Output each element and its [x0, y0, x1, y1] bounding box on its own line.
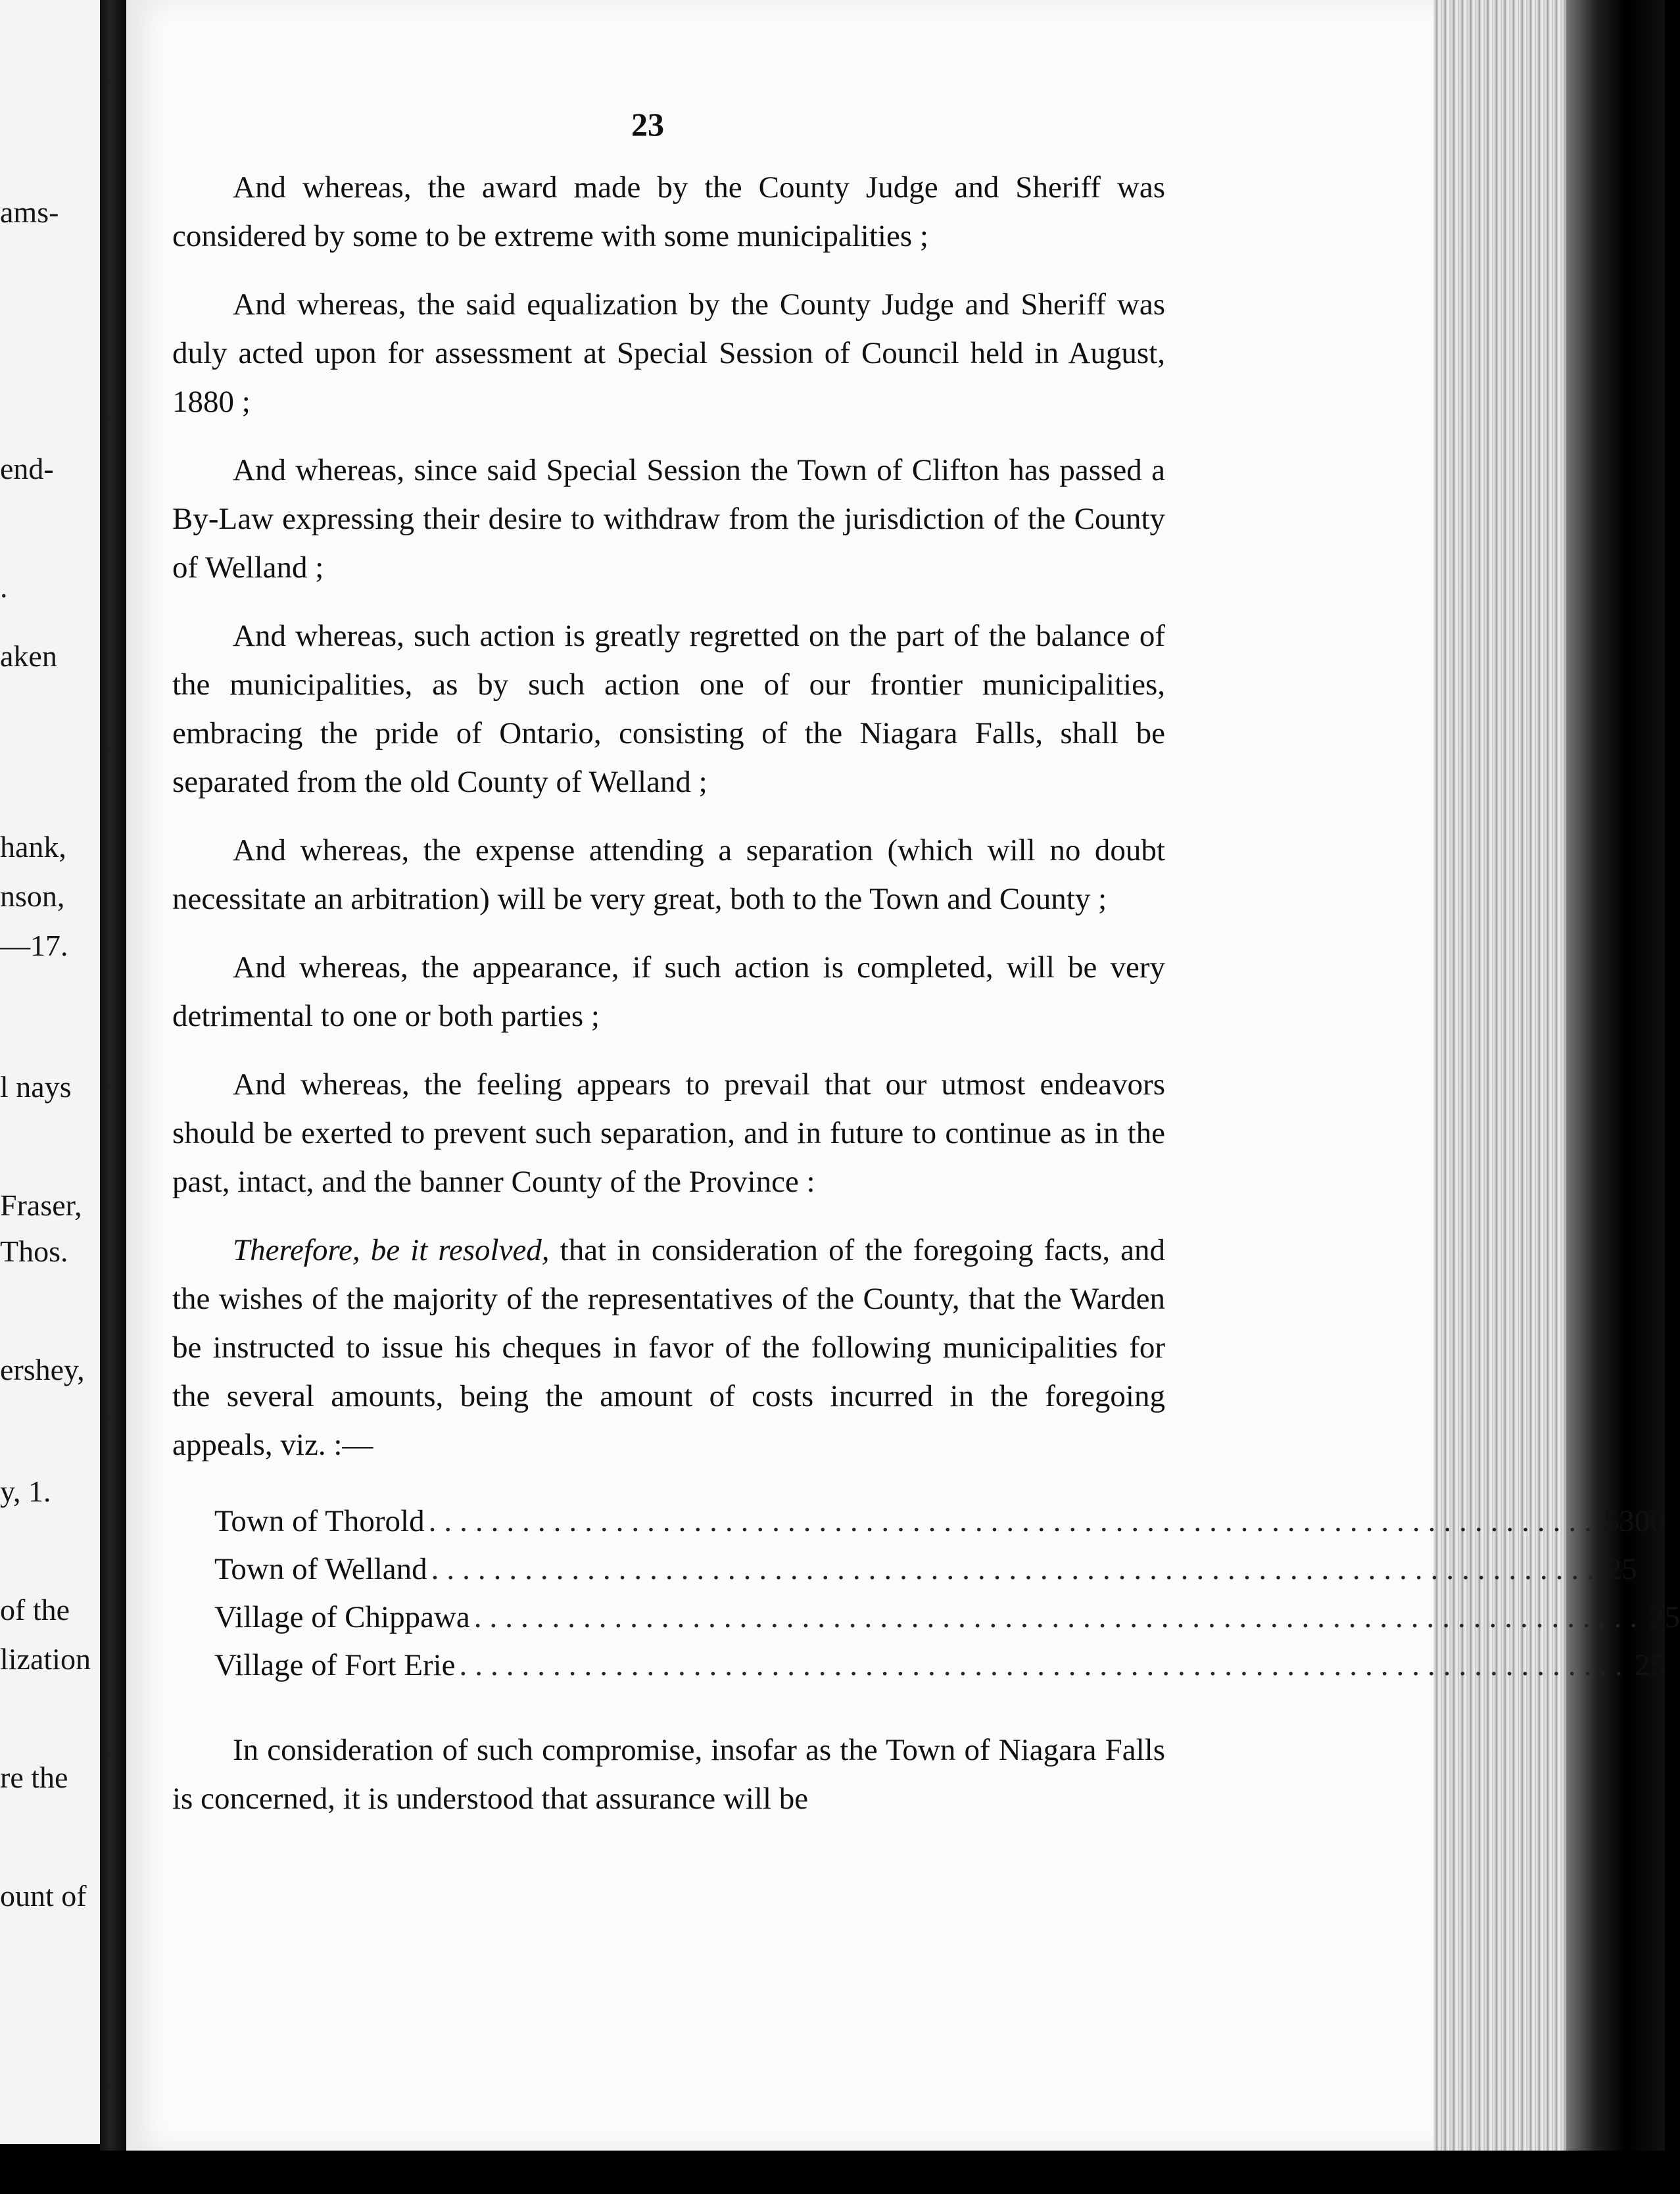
left-fragment: l nays	[0, 1070, 72, 1104]
amount-row	[214, 1497, 1666, 1545]
municipality-name: Town of Welland	[214, 1552, 427, 1586]
amount-value: $300	[1603, 1504, 1666, 1538]
left-fragment: aken	[0, 639, 57, 673]
left-fragment: lization	[0, 1642, 91, 1676]
paragraph: And whereas, the expense attending a separation (which will no doubt necessitate an arbitration) will be very great, both to the Town and County ;	[172, 833, 1165, 916]
dot-leader: ...........................................................................	[431, 1552, 1602, 1586]
dot-leader: ...........................................................................	[459, 1648, 1631, 1682]
municipality-name: Town of Thorold	[214, 1504, 425, 1538]
left-fragment: hank,	[0, 830, 66, 864]
left-fragment: nson,	[0, 879, 65, 913]
paragraph: And whereas, the appearance, if such action is completed, will be very detrimental to one or both parties ;	[172, 950, 1165, 1033]
paragraph: And whereas, since said Special Session the Town of Clifton has passed a By-Law expressing their desire to withdraw from the jurisdiction of the County of Welland ;	[172, 453, 1165, 585]
scan-border	[0, 2151, 1665, 2194]
left-fragment: of the	[0, 1593, 70, 1626]
resolution-lead: Therefore, be it resolved,	[233, 1233, 550, 1267]
left-fragment: .	[0, 570, 8, 604]
left-fragment: y, 1.	[0, 1475, 51, 1508]
left-fragment: ount of	[0, 1879, 87, 1913]
amounts-list	[214, 1497, 1680, 1689]
paragraph: And whereas, the said equalization by the County Judge and Sheriff was duly acted upon for assessment at Special Session of Council held in August, 1880 ;	[172, 287, 1165, 419]
paragraph: And whereas, such action is greatly regretted on the part of the balance of the municipalities, as by such action one of our frontier municipalities, embracing the pride of Ontario, consisting of the Niagara Falls, shall be separated from the old County of Welland ;	[172, 619, 1165, 799]
page-number: 23	[631, 106, 664, 143]
paragraph: And whereas, the award made by the County Judge and Sheriff was considered by some to be extreme with some municipalities ;	[172, 170, 1165, 253]
dot-leader: ...........................................................................	[428, 1504, 1600, 1538]
amount-row	[214, 1545, 1637, 1593]
paragraph: And whereas, the feeling appears to prevail that our utmost endeavors should be exerted to prevent such separation, and in future to continue as in the past, intact, and the banner County of the Province :	[172, 1067, 1165, 1199]
left-fragment: re the	[0, 1761, 68, 1794]
page-edges	[1433, 0, 1665, 2194]
amount-row	[214, 1641, 1666, 1689]
dot-leader: ...........................................................................	[473, 1600, 1645, 1634]
resolution-text: that in consideration of the foregoing facts, and the wishes of the majority of the representatives of the County, that the Warden be instructed to issue his cheques in favor of the following municipalities for the several amounts, being the amount of costs incurred in the foregoing appeals, viz. :—	[172, 1233, 1166, 1462]
amount-value: 25	[1606, 1552, 1637, 1586]
left-page-margin	[0, 0, 100, 2144]
amount-value: 25	[1634, 1648, 1666, 1682]
page-body	[172, 163, 1680, 1843]
final-paragraph: In consideration of such compromise, insofar as the Town of Niagara Falls is concerned, it is understood that assurance will be	[172, 1733, 1165, 1816]
left-fragment: Fraser,	[0, 1188, 82, 1222]
left-fragment: end-	[0, 452, 54, 485]
left-fragment: ershey,	[0, 1353, 85, 1386]
left-fragment: —17.	[0, 929, 68, 962]
book-gutter	[100, 0, 126, 2194]
municipality-name: Village of Chippawa	[214, 1600, 470, 1634]
amount-row	[214, 1593, 1680, 1641]
left-fragment: ams-	[0, 195, 59, 229]
amount-value: 25	[1649, 1600, 1680, 1634]
left-fragment: Thos.	[0, 1234, 68, 1268]
resolution-paragraph	[172, 1226, 1165, 1469]
municipality-name: Village of Fort Erie	[214, 1648, 456, 1682]
